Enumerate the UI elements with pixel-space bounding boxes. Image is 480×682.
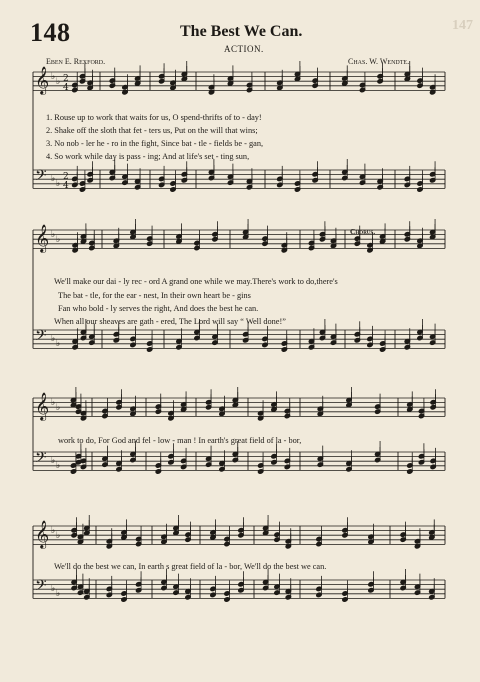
time-signature: 4	[63, 181, 69, 191]
composer-credit: Chas. W. Wendte.	[348, 57, 410, 66]
bass-clef: 𝄢	[35, 449, 47, 470]
treble-clef: 𝄞	[35, 520, 50, 548]
key-signature-flat: ♭	[56, 589, 61, 599]
key-signature-flat: ♭	[56, 403, 61, 413]
treble-clef: 𝄞	[35, 224, 50, 252]
treble-clef: 𝄞	[35, 66, 50, 94]
chorus-line-4: When all our sheaves are gath - ered, The Lord will say “ Well done!”	[54, 317, 286, 326]
hymn-number: 148	[30, 18, 71, 47]
chorus-line-3: Fan who bold - ly serves the right, And does the best he can.	[58, 304, 259, 313]
key-signature-flat: ♭	[51, 174, 56, 184]
lyricist-credit: Eben E. Rexford.	[46, 57, 106, 66]
key-signature-flat: ♭	[56, 235, 61, 245]
verse-line-1: 1. Rouse up to work that waits for us, O spend-thrifts of to - day!	[46, 113, 262, 122]
system3-lyric: work to do, For God and fel - low - man ! In earth's great field of la - bor,	[58, 436, 302, 445]
hymn-title: The Best We Can.	[180, 23, 303, 40]
tempo-marking: ACTION.	[224, 44, 264, 54]
key-signature-flat: ♭	[51, 398, 56, 408]
time-signature: 2	[63, 172, 69, 182]
key-signature-flat: ♭	[56, 339, 61, 349]
key-signature-flat: ♭	[51, 72, 56, 82]
treble-clef: 𝄞	[35, 392, 50, 420]
system4-lyric: We'll do the best we can, In earth s great field of la - bor, We'll do the best we can.	[54, 562, 327, 571]
bass-clef: 𝄢	[35, 327, 47, 348]
bass-clef: 𝄢	[35, 577, 47, 598]
bleed-through-number: 147	[452, 18, 473, 33]
time-signature: 4	[63, 83, 69, 93]
staff-lines	[33, 72, 445, 598]
key-signature-flat: ♭	[51, 526, 56, 536]
key-signature-flat: ♭	[51, 584, 56, 594]
key-signature-flat: ♭	[51, 334, 56, 344]
bass-clef: 𝄢	[35, 167, 47, 188]
chorus-label: Chorus.	[350, 227, 376, 236]
time-signature: 2	[63, 74, 69, 84]
verse-line-3: 3. No nob - ler he - ro in the fight, Since bat - tle - fields be - gan,	[46, 139, 264, 148]
chorus-line-2: The bat - tle, for the ear - nest, In their own heart be - gins	[58, 291, 251, 300]
verse-line-4: 4. So work while day is pass - ing; And at life's set - ting sun,	[46, 152, 250, 161]
chorus-line-1: We'll make our dai - ly rec - ord A grand one while we may.There's work to do,there's	[54, 277, 338, 286]
key-signature-flat: ♭	[51, 456, 56, 466]
verse-line-2: 2. Shake off the sloth that fet - ters us, Put on the will that wins;	[46, 126, 258, 135]
key-signature-flat: ♭	[51, 230, 56, 240]
key-signature-flat: ♭	[56, 461, 61, 471]
key-signature-flat: ♭	[56, 179, 61, 189]
key-signature-flat: ♭	[56, 77, 61, 87]
bar-lines	[33, 72, 445, 598]
key-signature-flat: ♭	[56, 531, 61, 541]
